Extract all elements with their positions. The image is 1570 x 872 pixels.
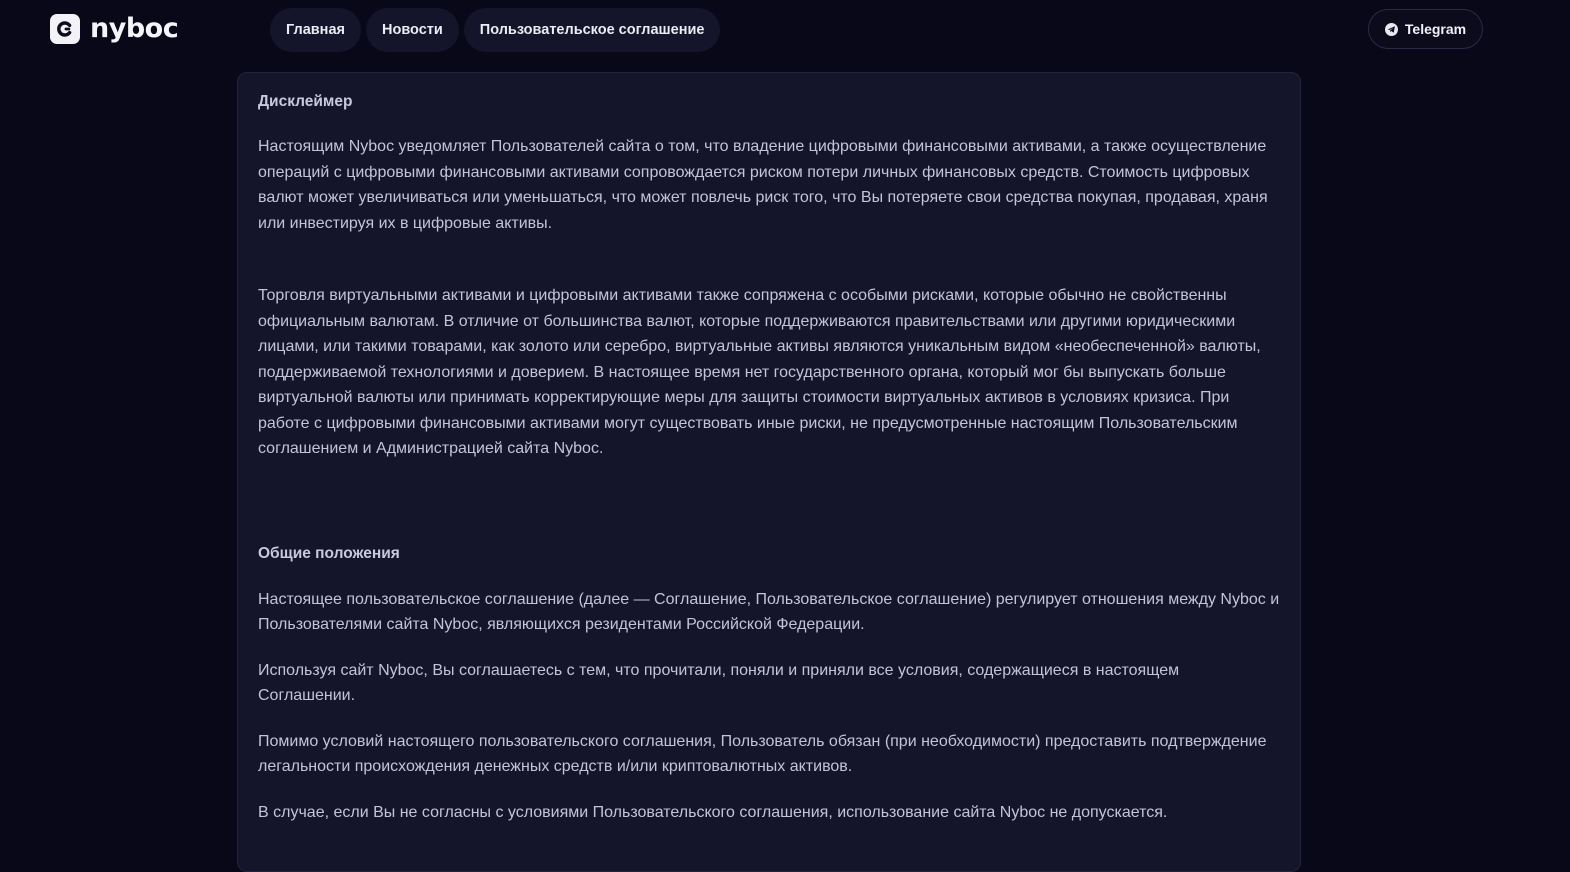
- disclaimer-paragraph: Торговля виртуальными активами и цифровыми активами также сопряжена с особыми рисками, которые обычно не свойственны официальным валютам. В отличие от большинства валют, которые поддерживаются правительствами или другими юридическими лицами, или такими товарами, как золото или серебро, виртуальные активы являются уникальным видом «необеспеченной» валюты, поддерживаемой технологиями и доверием. В настоящее время нет государственного органа, который мог бы выпускать больше виртуальной валюты или принимать корректирующие меры для защиты стоимости виртуальных активов в условиях кризиса. При работе с цифровыми финансовыми активами могут существовать иные риски, не предусмотренные настоящим Пользовательским соглашением и Администрацией сайта Nyboc.: [258, 287, 1261, 457]
- telegram-icon: [1385, 23, 1398, 36]
- disclaimer-paragraph: Настоящим Nyboc уведомляет Пользователей сайта о том, что владение цифровыми финансовыми активами, а также осуществление операций с цифровыми финансовыми активами сопровождается риском потери личных финансовых средств. Стоимость цифровых валют может увеличиваться или уменьшаться, что может повлечь риск того, что Вы потеряете свои средства покупая, продавая, храня или инвестируя их в цифровые активы.: [258, 138, 1268, 232]
- agreement-content: [237, 72, 1301, 872]
- nav-news[interactable]: Новости: [366, 8, 459, 52]
- disclaimer-title: Дисклеймер: [258, 93, 353, 110]
- telegram-button[interactable]: [1368, 9, 1483, 49]
- nav-home[interactable]: Главная: [270, 8, 361, 52]
- site-header: [0, 0, 1570, 62]
- main-nav: [270, 8, 720, 52]
- general-paragraph: Используя сайт Nyboc, Вы соглашаетесь с тем, что прочитали, поняли и приняли все условия, содержащиеся в настоящем Соглашении.: [258, 661, 1180, 704]
- general-paragraph: Помимо условий настоящего пользовательского соглашения, Пользователь обязан (при необходимости) предоставить подтверждение легальности происхождения денежных средств и/или криптовалютных активов.: [258, 732, 1267, 775]
- logo[interactable]: [50, 14, 178, 44]
- telegram-label: Telegram: [1404, 21, 1467, 37]
- general-provisions-title: Общие положения: [258, 544, 400, 562]
- general-paragraph: Настоящее пользовательское соглашение (далее — Соглашение, Пользовательское соглашение) регулирует отношения между Nyboc и Пользователями сайта Nyboc, являющихся резидентами Российской Федерации.: [258, 590, 1280, 633]
- logo-icon: [50, 14, 80, 44]
- nav-user-agreement[interactable]: Пользовательское соглашение: [464, 8, 721, 52]
- general-paragraph: В случае, если Вы не согласны с условиями Пользовательского соглашения, использование сайта Nyboc не допускается.: [258, 803, 1168, 821]
- logo-text: nyboc: [90, 13, 179, 44]
